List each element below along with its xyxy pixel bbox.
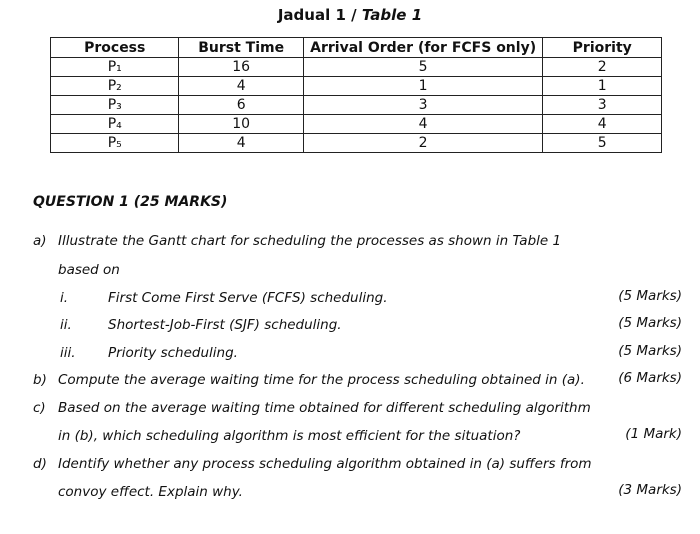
- question-heading: QUESTION 1 (25 MARKS): [33, 194, 228, 210]
- part-b-letter: b): [33, 372, 47, 388]
- sub-iii-marks: (5 Marks): [618, 343, 682, 359]
- part-a-line2: based on: [58, 262, 120, 278]
- cell-arrival-order: 1: [303, 77, 543, 96]
- part-b-marks: (6 Marks): [618, 370, 682, 386]
- caption-separator: /: [351, 6, 357, 24]
- cell-process: P₂: [51, 77, 179, 96]
- part-d-marks: (3 Marks): [618, 482, 682, 498]
- table-row: [51, 77, 662, 96]
- part-b-text: Compute the average waiting time for the process scheduling obtained in (a).: [58, 372, 585, 388]
- cell-arrival-order: 4: [303, 115, 543, 134]
- sub-i-number: i.: [60, 290, 69, 306]
- cell-burst-time: 4: [179, 77, 303, 96]
- table-row: [51, 115, 662, 134]
- sub-i-text: First Come First Serve (FCFS) scheduling.: [108, 290, 388, 306]
- header-process: Process: [51, 38, 179, 58]
- cell-priority: 5: [543, 134, 662, 153]
- part-c-line2: in (b), which scheduling algorithm is most efficient for the situation?: [58, 428, 521, 444]
- table-row: [51, 58, 662, 77]
- cell-process: P₁: [51, 58, 179, 77]
- cell-process: P₅: [51, 134, 179, 153]
- cell-priority: 4: [543, 115, 662, 134]
- cell-arrival-order: 2: [303, 134, 543, 153]
- table-caption: [0, 6, 700, 24]
- cell-priority: 2: [543, 58, 662, 77]
- sub-ii-marks: (5 Marks): [618, 315, 682, 331]
- caption-english: Table 1: [361, 6, 423, 24]
- sub-ii-text: Shortest-Job-First (SJF) scheduling.: [108, 317, 342, 333]
- cell-burst-time: 6: [179, 96, 303, 115]
- part-d-letter: d): [33, 456, 47, 472]
- part-c-letter: c): [33, 400, 46, 416]
- header-priority: Priority: [543, 38, 662, 58]
- cell-burst-time: 16: [179, 58, 303, 77]
- table-header-row: [51, 38, 662, 58]
- cell-arrival-order: 5: [303, 58, 543, 77]
- cell-priority: 1: [543, 77, 662, 96]
- sub-iii-number: iii.: [60, 345, 76, 361]
- part-c-marks: (1 Mark): [625, 426, 682, 442]
- cell-arrival-order: 3: [303, 96, 543, 115]
- cell-process: P₃: [51, 96, 179, 115]
- table-row: [51, 134, 662, 153]
- sub-ii-number: ii.: [60, 317, 72, 333]
- part-c-line1: Based on the average waiting time obtained for different scheduling algorithm: [58, 400, 591, 416]
- sub-iii-text: Priority scheduling.: [108, 345, 238, 361]
- header-burst-time: Burst Time: [179, 38, 303, 58]
- part-d-line2: convoy effect. Explain why.: [58, 484, 243, 500]
- process-table: [50, 37, 662, 153]
- caption-malay: Jadual 1: [277, 6, 346, 24]
- cell-process: P₄: [51, 115, 179, 134]
- part-a-line1: Illustrate the Gantt chart for scheduling the processes as shown in Table 1: [58, 233, 562, 249]
- cell-priority: 3: [543, 96, 662, 115]
- cell-burst-time: 4: [179, 134, 303, 153]
- part-a-letter: a): [33, 233, 47, 249]
- cell-burst-time: 10: [179, 115, 303, 134]
- header-arrival-order: Arrival Order (for FCFS only): [303, 38, 543, 58]
- part-d-line1: Identify whether any process scheduling algorithm obtained in (a) suffers from: [58, 456, 592, 472]
- table-row: [51, 96, 662, 115]
- sub-i-marks: (5 Marks): [618, 288, 682, 304]
